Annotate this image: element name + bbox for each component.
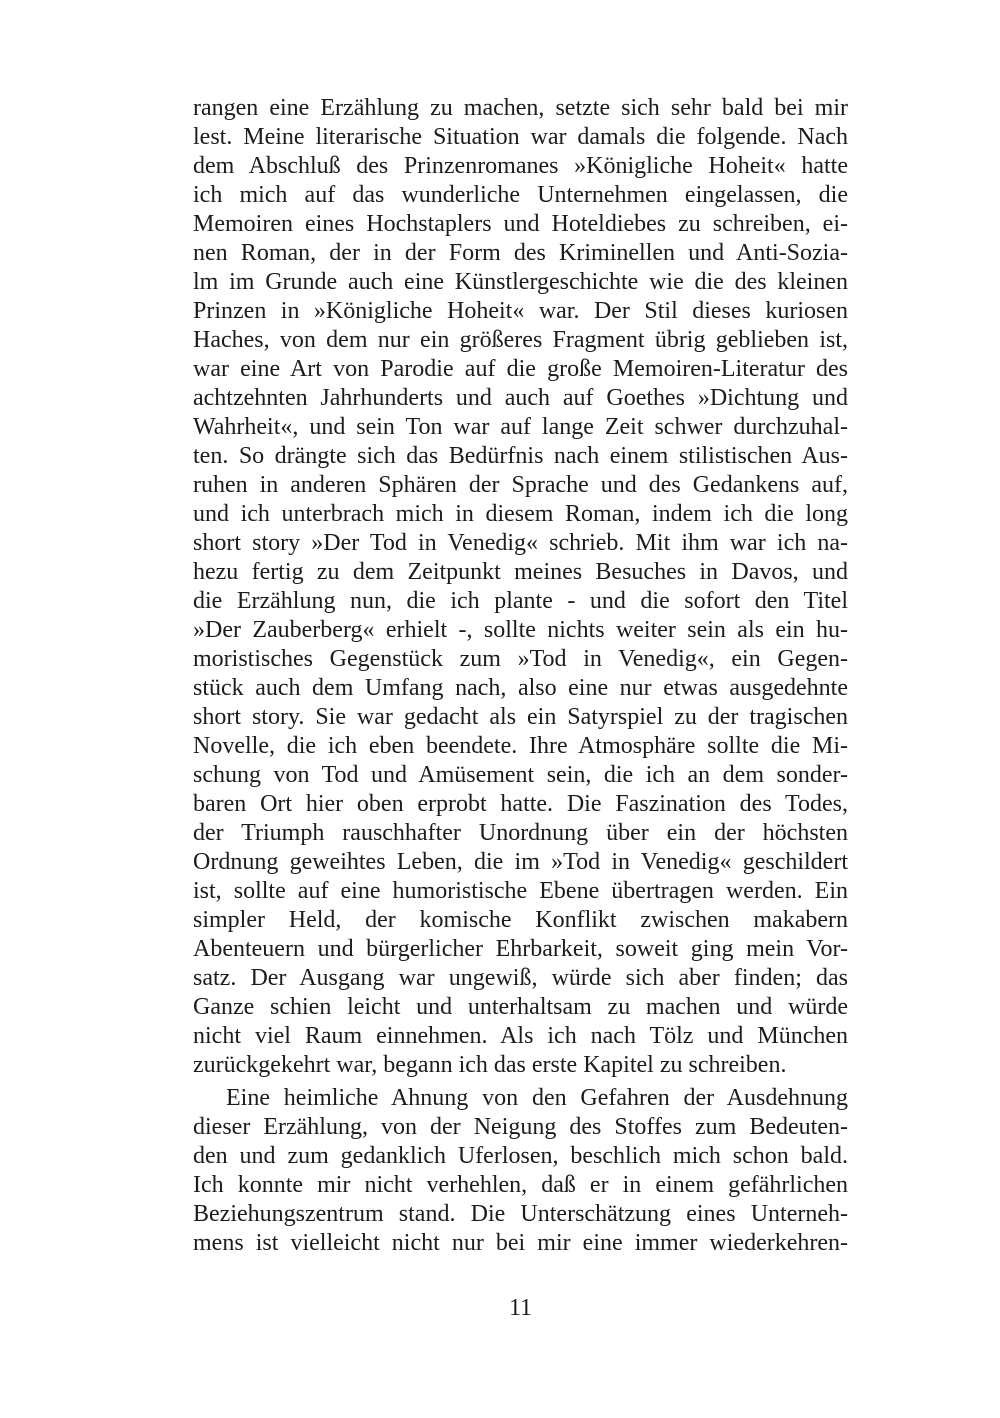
text-line: Ich konnte mir nicht verhehlen, daß er in einem gefährlichen bbox=[193, 1172, 848, 1198]
text-line: »Der Zauberberg« erhielt -, sollte nichts weiter sein als ein hu- bbox=[193, 617, 848, 643]
text-line: war eine Art von Parodie auf die große Memoiren-Literatur des bbox=[193, 356, 848, 382]
text-line: lest. Meine literarische Situation war damals die folgende. Nach bbox=[193, 124, 848, 150]
text-line: simpler Held, der komische Konflikt zwischen makabern bbox=[193, 907, 848, 933]
text-line: mens ist vielleicht nicht nur bei mir eine immer wiederkehren- bbox=[193, 1230, 848, 1256]
text-line: Abenteuern und bürgerlicher Ehrbarkeit, soweit ging mein Vor- bbox=[193, 936, 848, 962]
text-line: die Erzählung nun, die ich plante - und die sofort den Titel bbox=[193, 588, 848, 614]
text-line: Beziehungszentrum stand. Die Unterschätzung eines Unterneh- bbox=[193, 1201, 848, 1227]
text-line: der Triumph rauschhafter Unordnung über ein der höchsten bbox=[193, 820, 848, 846]
text-line: hezu fertig zu dem Zeitpunkt meines Besuches in Davos, und bbox=[193, 559, 848, 585]
text-line: Novelle, die ich eben beendete. Ihre Atmosphäre sollte die Mi- bbox=[193, 733, 848, 759]
text-line: lm im Grunde auch eine Künstlergeschichte wie die des kleinen bbox=[193, 269, 848, 295]
text-line: Eine heimliche Ahnung von den Gefahren der Ausdehnung bbox=[226, 1085, 848, 1111]
text-line: ruhen in anderen Sphären der Sprache und des Gedankens auf, bbox=[193, 472, 848, 498]
text-line: schung von Tod und Amüsement sein, die ich an dem sonder- bbox=[193, 762, 848, 788]
text-line: nen Roman, der in der Form des Kriminellen und Anti-Sozia- bbox=[193, 240, 848, 266]
text-line: dem Abschluß des Prinzenromanes »Königliche Hoheit« hatte bbox=[193, 153, 848, 179]
paragraph bbox=[193, 94, 848, 1080]
text-line: baren Ort hier oben erprobt hatte. Die Faszination des Todes, bbox=[193, 791, 848, 817]
text-line: und ich unterbrach mich in diesem Roman, indem ich die long bbox=[193, 501, 848, 527]
text-line: Wahrheit«, und sein Ton war auf lange Zeit schwer durchzuhal- bbox=[193, 414, 848, 440]
text-line: ist, sollte auf eine humoristische Ebene übertragen werden. Ein bbox=[193, 878, 848, 904]
text-line: ten. So drängte sich das Bedürfnis nach einem stilistischen Aus- bbox=[193, 443, 848, 469]
text-line: ich mich auf das wunderliche Unternehmen eingelassen, die bbox=[193, 182, 848, 208]
text-line: rangen eine Erzählung zu machen, setzte sich sehr bald bei mir bbox=[193, 95, 848, 121]
text-line: achtzehnten Jahrhunderts und auch auf Goethes »Dichtung und bbox=[193, 385, 848, 411]
page-text bbox=[193, 94, 848, 1258]
text-line: Haches, von dem nur ein größeres Fragment übrig geblieben ist, bbox=[193, 327, 848, 353]
text-line: zurückgekehrt war, begann ich das erste Kapitel zu schreiben. bbox=[193, 1052, 787, 1078]
text-line: Prinzen in »Königliche Hoheit« war. Der Stil dieses kuriosen bbox=[193, 298, 848, 324]
text-line: den und zum gedanklich Uferlosen, beschlich mich schon bald. bbox=[193, 1143, 848, 1169]
text-line: dieser Erzählung, von der Neigung des Stoffes zum Bedeuten- bbox=[193, 1114, 848, 1140]
text-line: moristisches Gegenstück zum »Tod in Venedig«, ein Gegen- bbox=[193, 646, 848, 672]
page-number: 11 bbox=[508, 1295, 533, 1321]
text-line: satz. Der Ausgang war ungewiß, würde sich aber finden; das bbox=[193, 965, 848, 991]
paragraph bbox=[193, 1084, 848, 1258]
text-line: short story. Sie war gedacht als ein Satyrspiel zu der tragischen bbox=[193, 704, 848, 730]
text-line: short story »Der Tod in Venedig« schrieb. Mit ihm war ich na- bbox=[193, 530, 848, 556]
text-line: stück auch dem Umfang nach, also eine nur etwas ausgedehnte bbox=[193, 675, 848, 701]
text-line: Ordnung geweihtes Leben, die im »Tod in Venedig« geschildert bbox=[193, 849, 848, 875]
text-line: Memoiren eines Hochstaplers und Hoteldiebes zu schreiben, ei- bbox=[193, 211, 848, 237]
text-line: nicht viel Raum einnehmen. Als ich nach Tölz und München bbox=[193, 1023, 848, 1049]
text-line: Ganze schien leicht und unterhaltsam zu machen und würde bbox=[193, 994, 848, 1020]
